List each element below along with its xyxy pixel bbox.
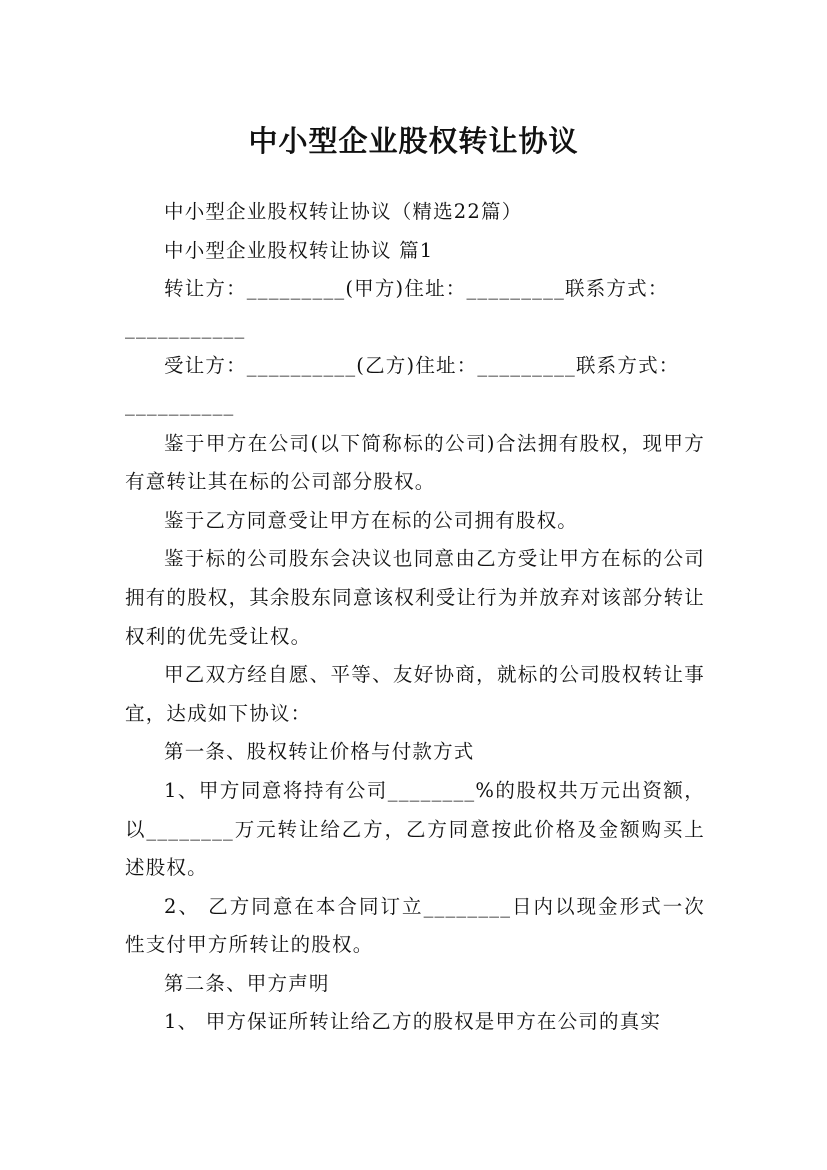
clause-paragraph: 2、 乙方同意在本合同订立________日内以现金形式一次性支付甲方所转让的股权。 — [125, 894, 705, 957]
transferor-contact-blank: ___________ — [125, 315, 246, 339]
recital-paragraph: 鉴于标的公司股东会决议也同意由乙方受让甲方在标的公司拥有的股权，其余股东同意该权利受让行为并放弃对该部分转让权利的优先受让权。 — [125, 547, 705, 648]
document-body — [125, 193, 705, 1042]
transferee-contact-blank: __________ — [125, 392, 235, 416]
recital-paragraph: 鉴于乙方同意受让甲方在标的公司拥有股权。 — [164, 508, 579, 532]
recital-paragraph: 鉴于甲方在公司(以下简称标的公司)合法拥有股权，现甲方有意转让其在标的公司部分股权。 — [125, 431, 705, 494]
article-heading: 第一条、股权转让价格与付款方式 — [164, 740, 475, 764]
clause-paragraph: 1、 甲方保证所转让给乙方的股权是甲方在公司的真实 — [164, 1010, 662, 1034]
recital-paragraph: 甲乙双方经自愿、平等、友好协商，就标的公司股权转让事宜，达成如下协议： — [125, 663, 705, 725]
document-title: 中小型企业股权转让协议 — [248, 124, 579, 159]
article-heading: 第二条、甲方声明 — [164, 971, 330, 995]
clause-paragraph: 1、甲方同意将持有公司________%的股权共万元出资额，以________万元转让给乙方，乙方同意按此价格及金额购买上述股权。 — [125, 778, 705, 880]
transferee-line: 受让方：__________(乙方)住址：_________联系方式： — [164, 354, 680, 378]
transferor-line: 转让方：_________(甲方)住址：_________联系方式： — [164, 277, 669, 301]
section-heading: 中小型企业股权转让协议 篇1 — [164, 238, 434, 262]
subtitle-line: 中小型企业股权转让协议（精选22篇） — [164, 200, 523, 223]
